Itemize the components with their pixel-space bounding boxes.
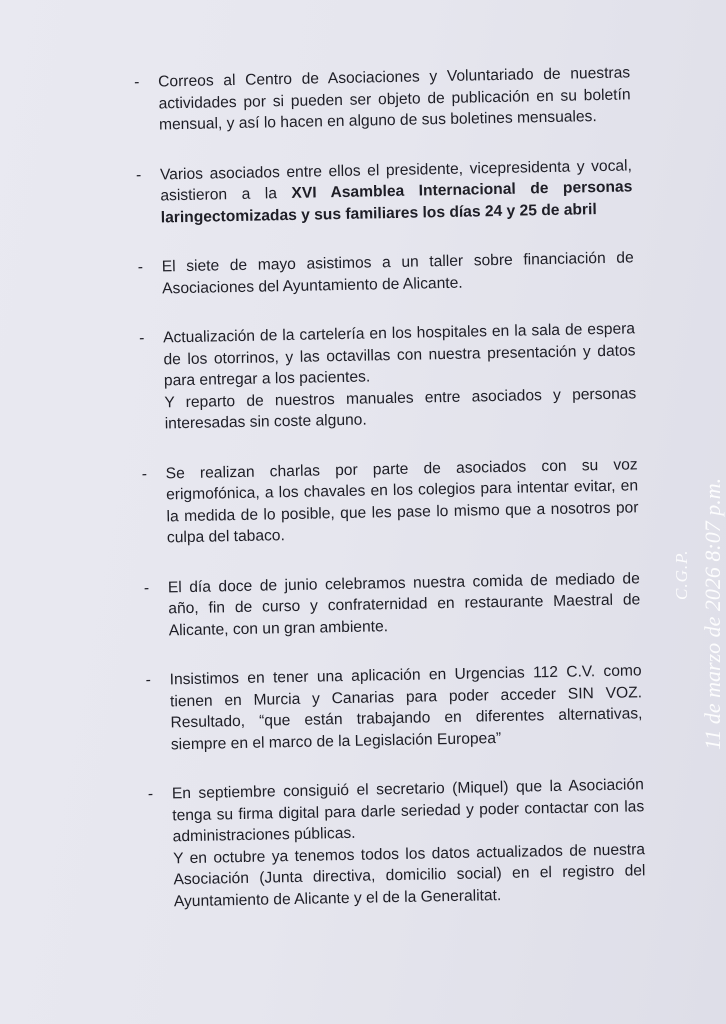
list-item: [141, 660, 643, 756]
item-text: Correos al Centro de Asociaciones y Voluntariado de nuestras actividades por si pueden ser objeto de publicación en su boletín mensual, y así lo hacen en alguno de sus boletines mensuales.: [158, 64, 631, 134]
stamp-initials: C.G.P.: [672, 549, 691, 600]
list-dash: -: [147, 785, 154, 803]
item-text-bold: XVI Asamblea Internacional de personas laringectomizadas y sus familiares los días 24 y 25 de abril: [160, 178, 633, 226]
list-dash: -: [134, 73, 140, 91]
list-dash: -: [145, 671, 152, 689]
signature-stamp: [668, 477, 726, 1000]
item-text: El día doce de junio celebramos nuestra comida de mediado de año, fin de curso y confraternidad en restaurante Maestral de Alicante, con un gran ambiente.: [167, 569, 641, 639]
list-item: [140, 568, 641, 642]
item-text-regular: Varios asociados entre ellos el presidente, vicepresidenta y vocal, asistieron a la: [159, 156, 633, 205]
item-text: El siete de mayo asistimos a un taller sobre financiación de Asociaciones del Ayuntamiento de Alicante.: [161, 249, 634, 297]
item-text-continuation: Y en octubre ya tenemos todos los datos actualizados de nuestra Asociación (Junta directiva, domicilio social) en el registro del Ayuntamiento de Alicante y el de la Generalitat.: [172, 840, 646, 910]
document-body: [130, 62, 647, 940]
item-text: Actualización de la cartelería en los hospitales en la sala de espera de los otorrinos, y las octavillas con nuestra presentación y datos para entregar a los pacientes.: [162, 320, 636, 390]
list-item: [134, 247, 635, 300]
list-dash: -: [138, 329, 145, 347]
list-dash: -: [141, 465, 148, 483]
list-item: [138, 454, 640, 550]
item-text: Se realizan charlas por parte de asociados con su voz erigmofónica, a los chavales en los colegios para intentar evitar, en la medida de lo posible, que les pase lo mismo que a nosotros por culpa del tabaco.: [165, 455, 639, 547]
list-item: [130, 62, 631, 136]
item-text-continuation: Y reparto de nuestros manuales entre asociados y personas interesadas sin coste alguno.: [164, 384, 637, 433]
list-dash: -: [137, 258, 144, 276]
item-text: Insistimos en tener una aplicación en Urgencias 112 C.V. como tienen en Murcia y Canarias para poder acceder SIN VOZ. Resultado, “que están trabajando en diferentes alternativas, siempre en el marco de la Legislación Europea”: [169, 662, 643, 753]
item-text: [160, 155, 633, 229]
list-item: [132, 155, 633, 229]
list-item: [135, 318, 637, 435]
stamp-datetime: 11 de marzo de 2026 8:07 p.m.: [700, 477, 725, 750]
list-dash: -: [135, 166, 142, 184]
item-text: En septiembre consiguió el secretario (Miquel) que la Asociación tenga su firma digital para darle seriedad y poder contactar con las administraciones públicas.: [171, 776, 645, 846]
list-item: [144, 774, 646, 913]
list-dash: -: [143, 579, 150, 597]
